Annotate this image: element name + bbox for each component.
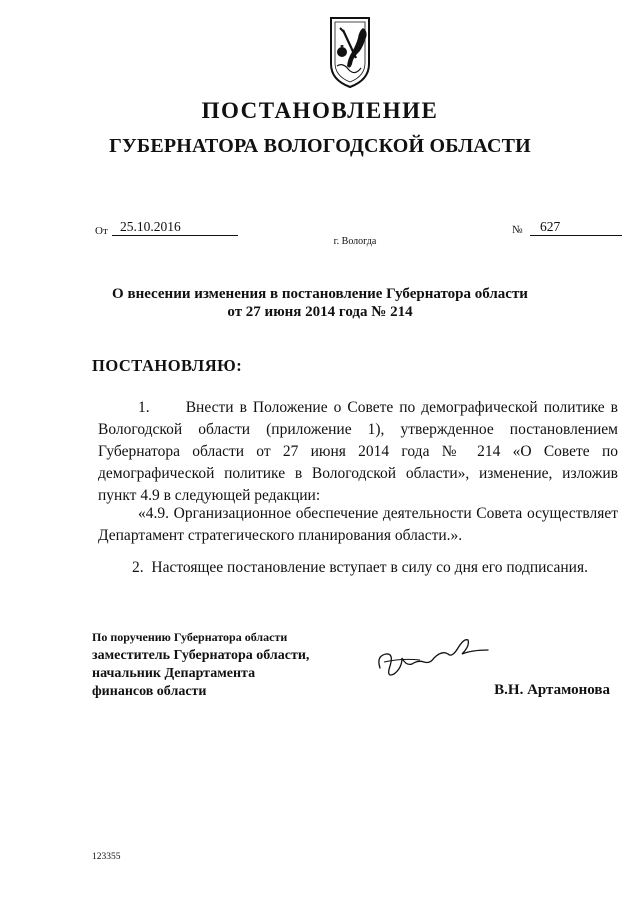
number-field bbox=[530, 221, 622, 236]
document-subtitle: ГУБЕРНАТОРА ВОЛОГОДСКОЙ ОБЛАСТИ bbox=[109, 135, 531, 157]
coat-of-arms-emblem bbox=[325, 14, 375, 90]
subject-line-2: от 27 июня 2014 года № 214 bbox=[227, 304, 413, 320]
signature-position bbox=[92, 647, 352, 701]
city-label: г. Вологда bbox=[333, 236, 377, 247]
document-code: 123355 bbox=[92, 852, 121, 862]
number-label: № bbox=[512, 224, 523, 236]
signature-position-line-1: заместитель Губернатора области, bbox=[92, 648, 310, 663]
document-subject bbox=[40, 285, 600, 321]
paragraph-1-quote: «4.9. Организационное обеспечение деятельности Совета осуществляет Департамент стратегического планирования области.». bbox=[98, 505, 618, 544]
signature-instruction: По поручению Губернатора области bbox=[92, 630, 288, 644]
signatory-name: В.Н. Артамонова bbox=[494, 682, 610, 698]
signature-position-line-3: финансов области bbox=[92, 684, 207, 699]
handwritten-signature bbox=[372, 628, 492, 688]
document-title: ПОСТАНОВЛЕНИЕ bbox=[201, 98, 439, 123]
date-value: 25.10.2016 bbox=[120, 219, 181, 234]
number-value: 627 bbox=[540, 219, 561, 234]
paragraph-1: 1. Внести в Положение о Совете по демографической политике в Вологодской области (приложение 1), утвержденное постановлением Губернатора области от 27 июня 2014 года № 214 «О Совете по демографической политике в Вологодской области», изменение, изложив пункт 4.9 в следующей редакции: bbox=[98, 399, 618, 504]
date-label: От bbox=[95, 225, 108, 237]
date-field bbox=[112, 221, 238, 236]
paragraph-2: 2. Настоящее постановление вступает в силу со дня его подписания. bbox=[132, 559, 588, 576]
subject-line-1: О внесении изменения в постановление Губернатора области bbox=[112, 286, 528, 302]
signature-position-line-2: начальник Департамента bbox=[92, 666, 256, 681]
decree-heading: ПОСТАНОВЛЯЮ: bbox=[92, 356, 243, 375]
